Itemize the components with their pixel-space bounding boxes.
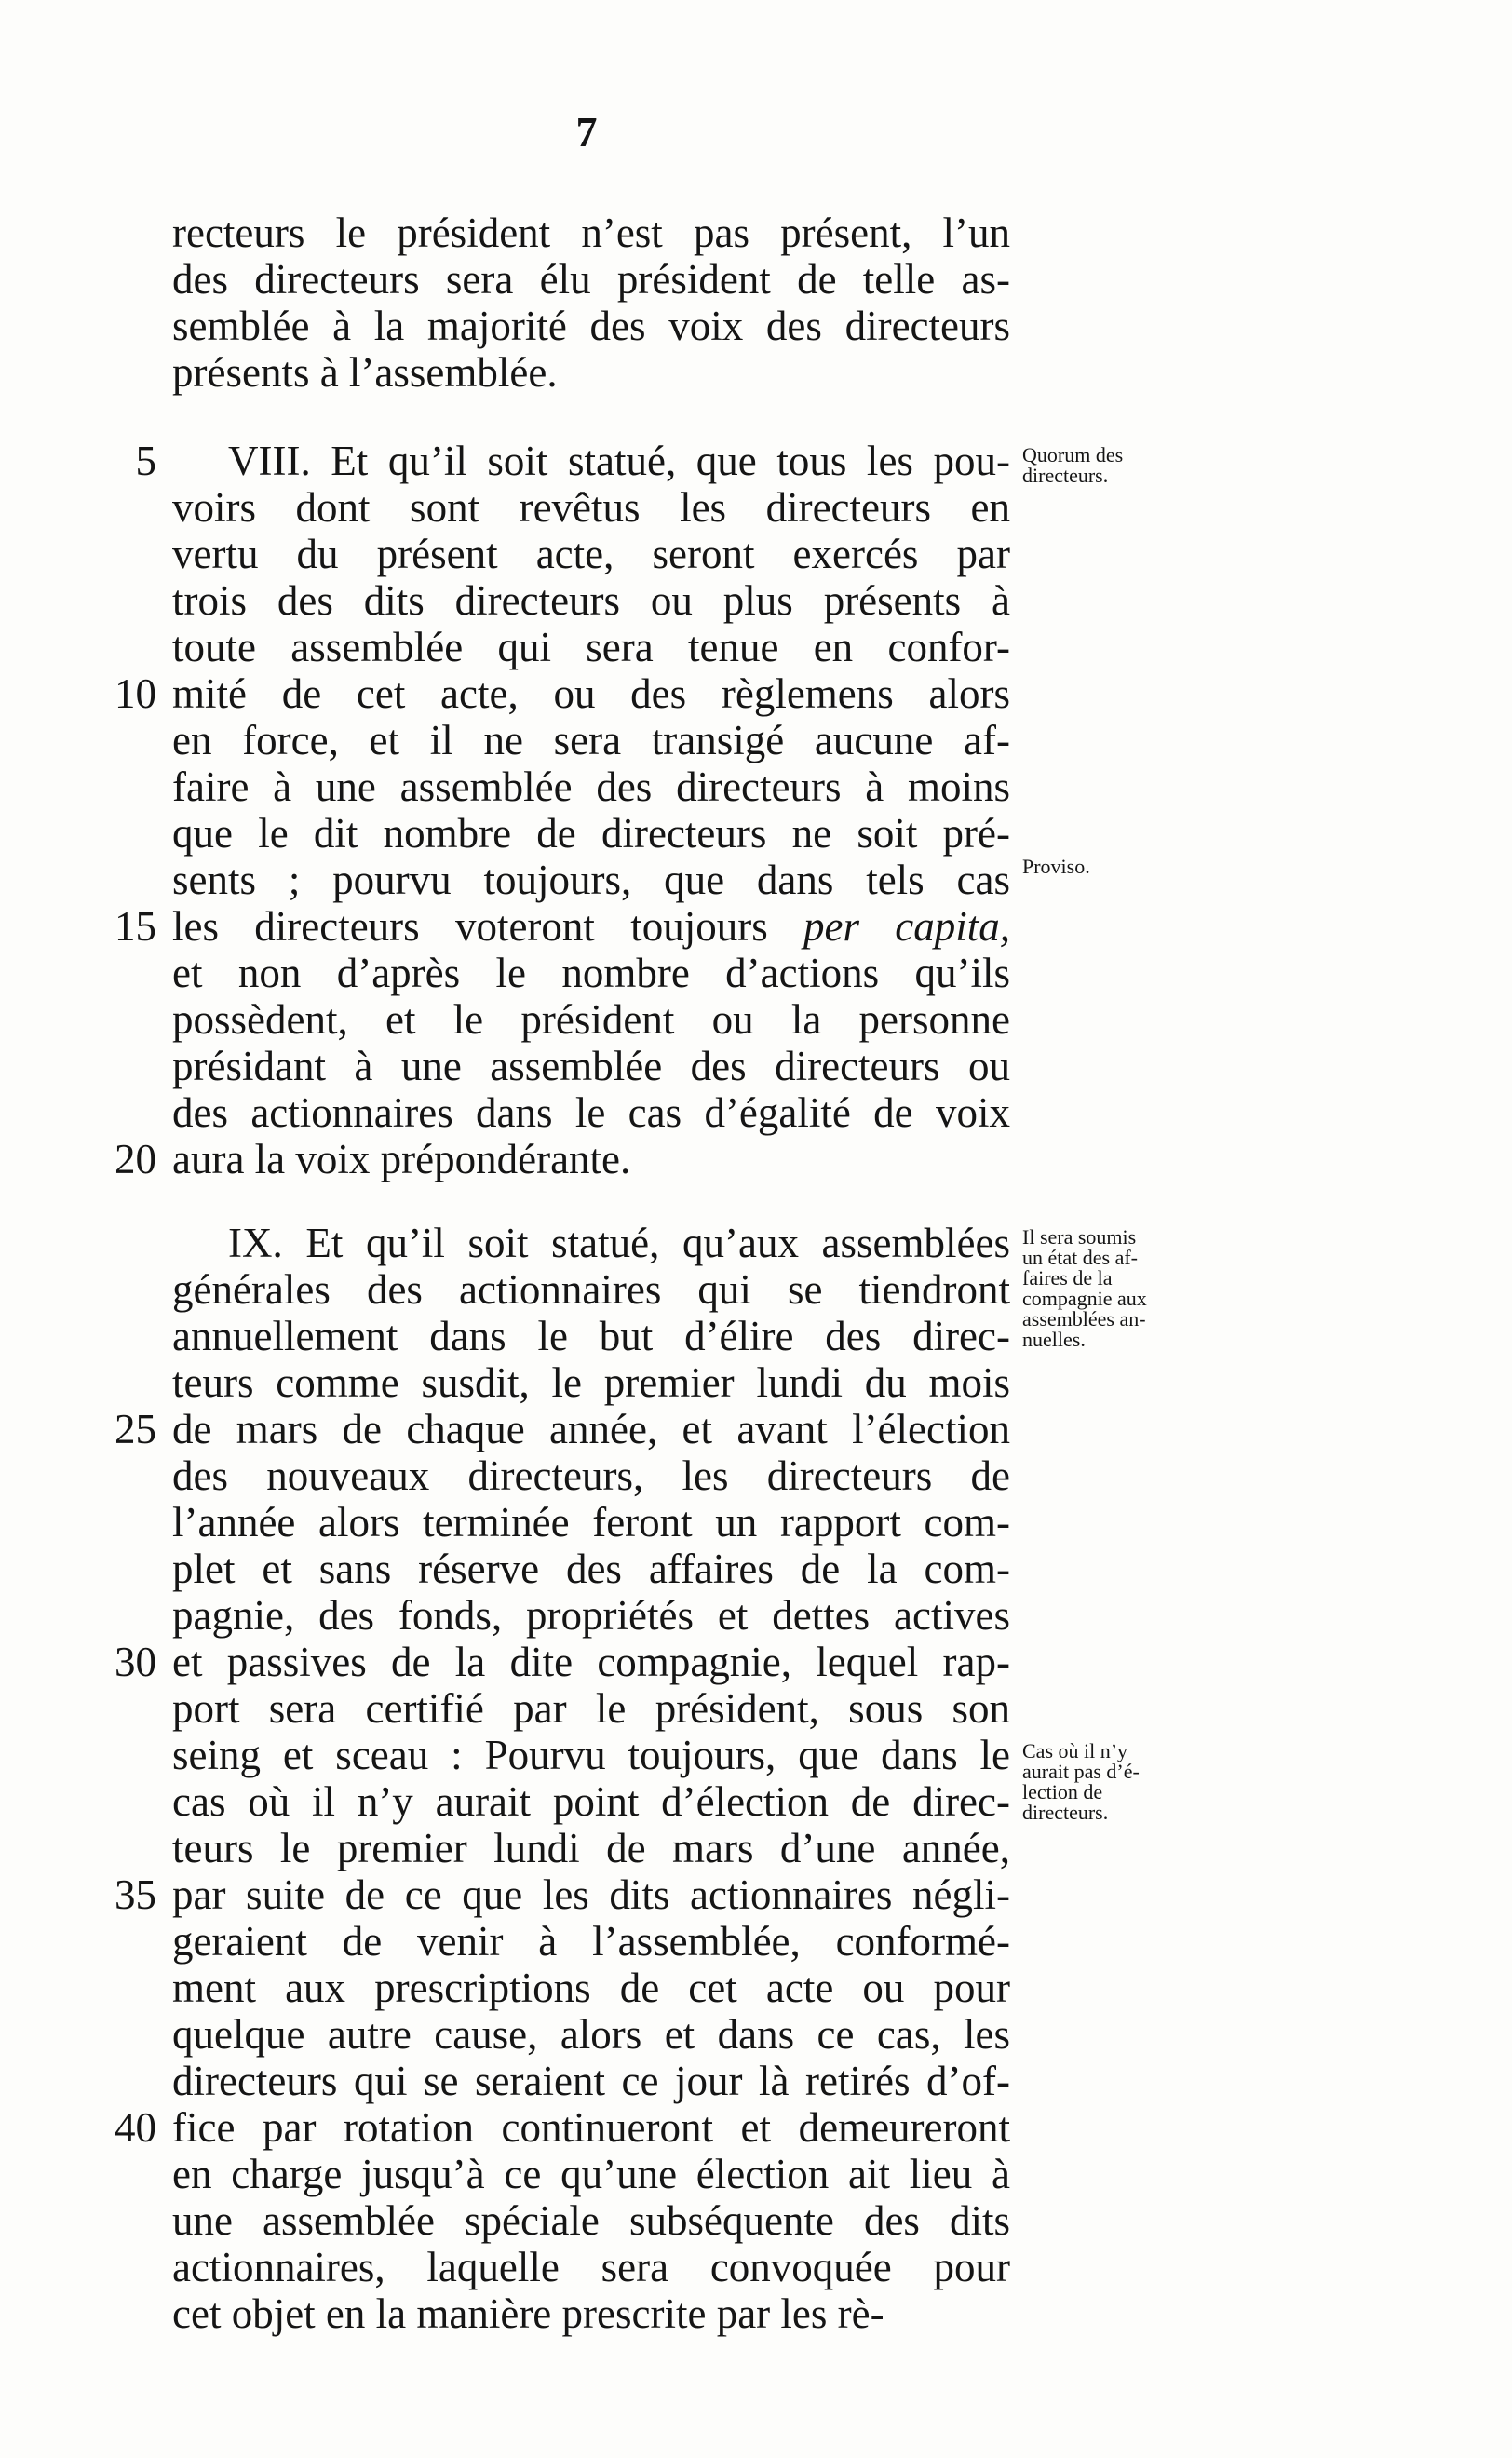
text-line: fice par rotation continueront et demeureront [172,2104,1010,2151]
text-line: recteurs le président n’est pas présent, l’un [172,209,1010,256]
page-number: 7 [575,108,598,155]
text-line: des nouveaux directeurs, les directeurs de [172,1452,1010,1499]
margin-note-line: lection de [1022,1780,1103,1803]
margin-note [1022,1227,1208,1350]
text-line: VIII. Et qu’il soit statué, que tous les pou- [228,438,1010,484]
line-number: 35 [115,1871,156,1918]
text-line: semblée à la majorité des voix des directeurs [172,303,1010,349]
text-line: toute assemblée qui sera tenue en confor- [172,624,1010,670]
line-number: 5 [135,438,156,484]
text-line: sents ; pourvu toujours, que dans tels cas [172,857,1010,903]
text-line: en force, et il ne sera transigé aucune af- [172,717,1010,763]
text-line: des actionnaires dans le cas d’égalité de voix [172,1089,1010,1136]
margin-note [1022,445,1208,486]
text-line: mité de cet acte, ou des règlemens alors [172,670,1010,717]
text-line: l’année alors terminée feront un rapport com- [172,1499,1010,1546]
margin-note-line: Proviso. [1022,855,1090,878]
margin-note-line: nuelles. [1022,1328,1086,1351]
text-line: vertu du présent acte, seront exercés par [172,531,1010,577]
text-line: teurs le premier lundi de mars d’une année, [172,1825,1010,1871]
line-number: 10 [115,670,156,717]
text-line: et passives de la dite compagnie, lequel rap- [172,1639,1010,1685]
text-line: des directeurs sera élu président de telle as- [172,256,1010,303]
text-line: geraient de venir à l’assemblée, conformé- [172,1918,1010,1965]
text-line: port sera certifié par le président, sous son [172,1685,1010,1732]
text-line: seing et sceau : Pourvu toujours, que dans le [172,1732,1010,1778]
text-line: cet objet en la manière prescrite par les rè- [172,2290,884,2337]
text-line: générales des actionnaires qui se tiendront [172,1266,1010,1313]
text-line: par suite de ce que les dits actionnaires négli- [172,1871,1010,1918]
line-number: 20 [115,1136,156,1182]
text-line: trois des dits directeurs ou plus présents à [172,577,1010,624]
text-line: possèdent, et le président ou la personne [172,996,1010,1043]
text-line: en charge jusqu’à ce qu’une élection ait lieu à [172,2151,1010,2197]
margin-note-line: directeurs. [1022,464,1109,487]
text-line: présents à l’assemblée. [172,349,558,396]
margin-note-line: assemblées an- [1022,1307,1146,1330]
margin-note [1022,857,1208,877]
text-line: cas où il n’y aurait point d’élection de direc- [172,1778,1010,1825]
text-line: présidant à une assemblée des directeurs ou [172,1043,1010,1089]
text-line: ment aux prescriptions de cet acte ou pour [172,1965,1010,2011]
text-line: une assemblée spéciale subséquente des dits [172,2197,1010,2244]
text-line: directeurs qui se seraient ce jour là retirés d’of- [172,2058,1010,2104]
margin-note [1022,1741,1208,1823]
margin-note-line: Quorum des [1022,443,1124,466]
line-number: 40 [115,2104,156,2151]
text-line: de mars de chaque année, et avant l’élection [172,1406,1010,1452]
margin-note-line: faires de la [1022,1266,1113,1290]
text-line: faire à une assemblée des directeurs à moins [172,763,1010,810]
margin-note-line: Il sera soumis [1022,1225,1137,1249]
text-line: teurs comme susdit, le premier lundi du mois [172,1359,1010,1406]
margin-note-line: compagnie aux [1022,1287,1147,1310]
text-line: que le dit nombre de directeurs ne soit pré- [172,810,1010,857]
line-number: 15 [115,903,156,950]
text-line: et non d’après le nombre d’actions qu’ils [172,950,1010,996]
margin-note-line: Cas où il n’y [1022,1739,1128,1762]
text-line: plet et sans réserve des affaires de la com- [172,1546,1010,1592]
text-line: actionnaires, laquelle sera convoquée pour [172,2244,1010,2290]
line-number: 25 [115,1406,156,1452]
text-line: IX. Et qu’il soit statué, qu’aux assemblées [228,1220,1010,1266]
margin-note-line: directeurs. [1022,1801,1109,1824]
margin-note-line: aurait pas d’é- [1022,1760,1140,1783]
text-line: pagnie, des fonds, propriétés et dettes actives [172,1592,1010,1639]
text-line: les directeurs voteront toujours per capita, [172,903,1010,950]
text-line: voirs dont sont revêtus les directeurs en [172,484,1010,531]
line-number: 30 [115,1639,156,1685]
text-line: annuellement dans le but d’élire des direc- [172,1313,1010,1359]
text-line: aura la voix prépondérante. [172,1136,631,1182]
text-line: quelque autre cause, alors et dans ce cas, les [172,2011,1010,2058]
margin-note-line: un état des af- [1022,1246,1138,1269]
